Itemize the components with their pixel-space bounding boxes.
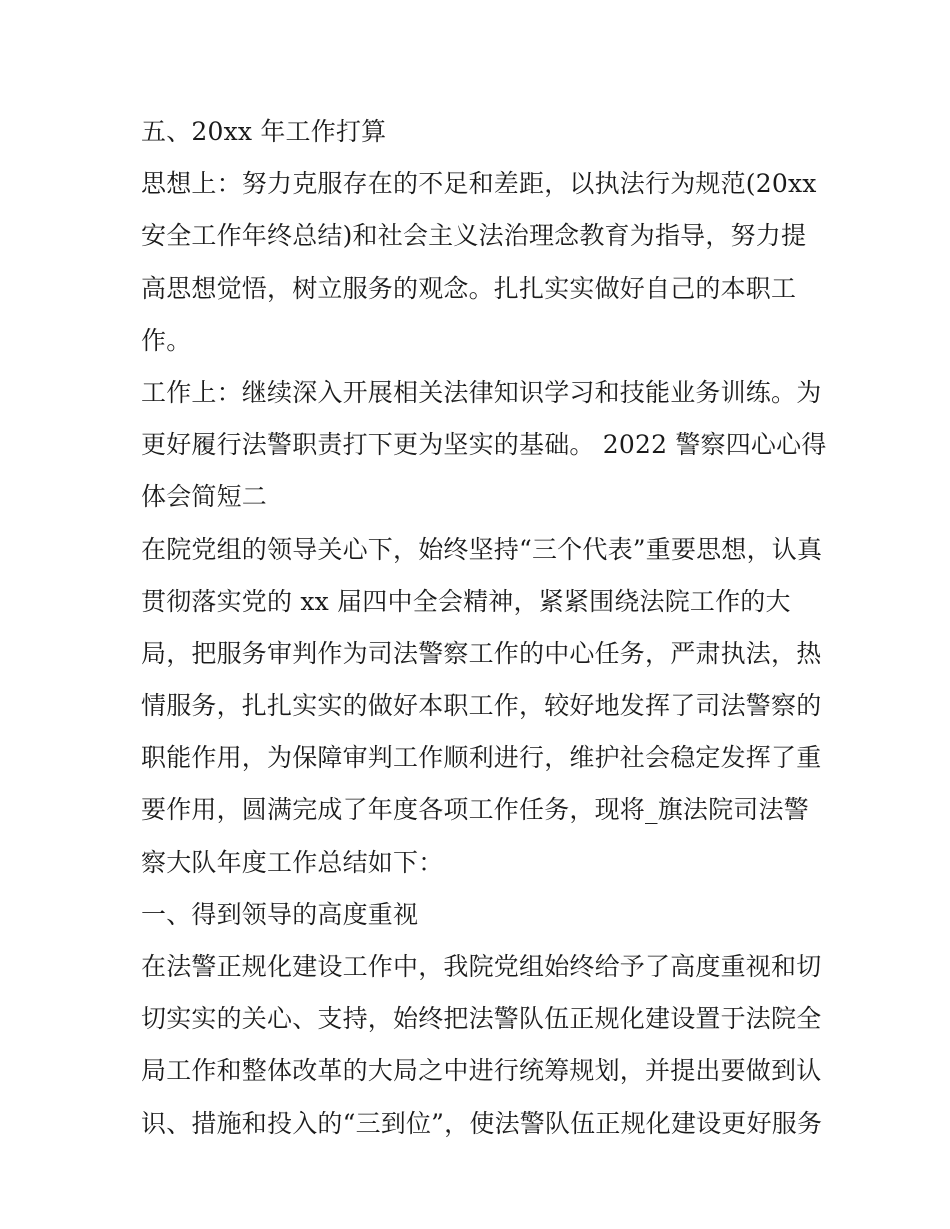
section-heading-leadership: 一、得到领导的高度重视: [141, 899, 419, 929]
text-line: 高思想觉悟，树立服务的观念。扎扎实实做好自己的本职工: [141, 273, 797, 303]
text-line: 更好履行法警职责打下更为坚实的基础。 2022 警察四心心得: [141, 430, 827, 460]
section-heading-plan: 五、20xx 年工作打算: [141, 117, 387, 146]
text-line: 切实实的关心、支持，始终把法警队伍正规化建设置于法院全: [141, 1004, 822, 1034]
document-body: [141, 106, 827, 1150]
text-line: 贯彻落实党的 xx 届四中全会精神，紧紧围绕法院工作的大: [141, 586, 791, 616]
text-line: 安全工作年终总结)和社会主义法治理念教育为指导，努力提: [141, 221, 807, 251]
text-line: 要作用，圆满完成了年度各项工作任务，现将_旗法院司法警: [141, 795, 809, 825]
text-line: 工作上：继续深入开展相关法律知识学习和技能业务训练。为: [141, 377, 822, 407]
text-line: 局工作和整体改革的大局之中进行统筹规划，并提出要做到认: [141, 1056, 822, 1086]
text-line: 作。: [141, 325, 192, 355]
text-line: 在法警正规化建设工作中，我院党组始终给予了高度重视和切: [141, 952, 822, 981]
text-line: 体会简短二: [141, 482, 268, 512]
text-line: 察大队年度工作总结如下：: [141, 847, 444, 877]
text-line: 在院党组的领导关心下，始终坚持“三个代表”重要思想，认真: [141, 534, 823, 564]
text-line: 思想上：努力克服存在的不足和差距，以执法行为规范(20xx: [141, 169, 817, 199]
text-line: 情服务，扎扎实实的做好本职工作，较好地发挥了司法警察的: [141, 691, 822, 721]
text-line: 局，把服务审判作为司法警察工作的中心任务，严肃执法，热: [141, 638, 822, 668]
text-line: 识、措施和投入的“三到位”，使法警队伍正规化建设更好服务: [141, 1108, 823, 1138]
text-line: 职能作用，为保障审判工作顺利进行，维护社会稳定发挥了重: [141, 743, 822, 773]
